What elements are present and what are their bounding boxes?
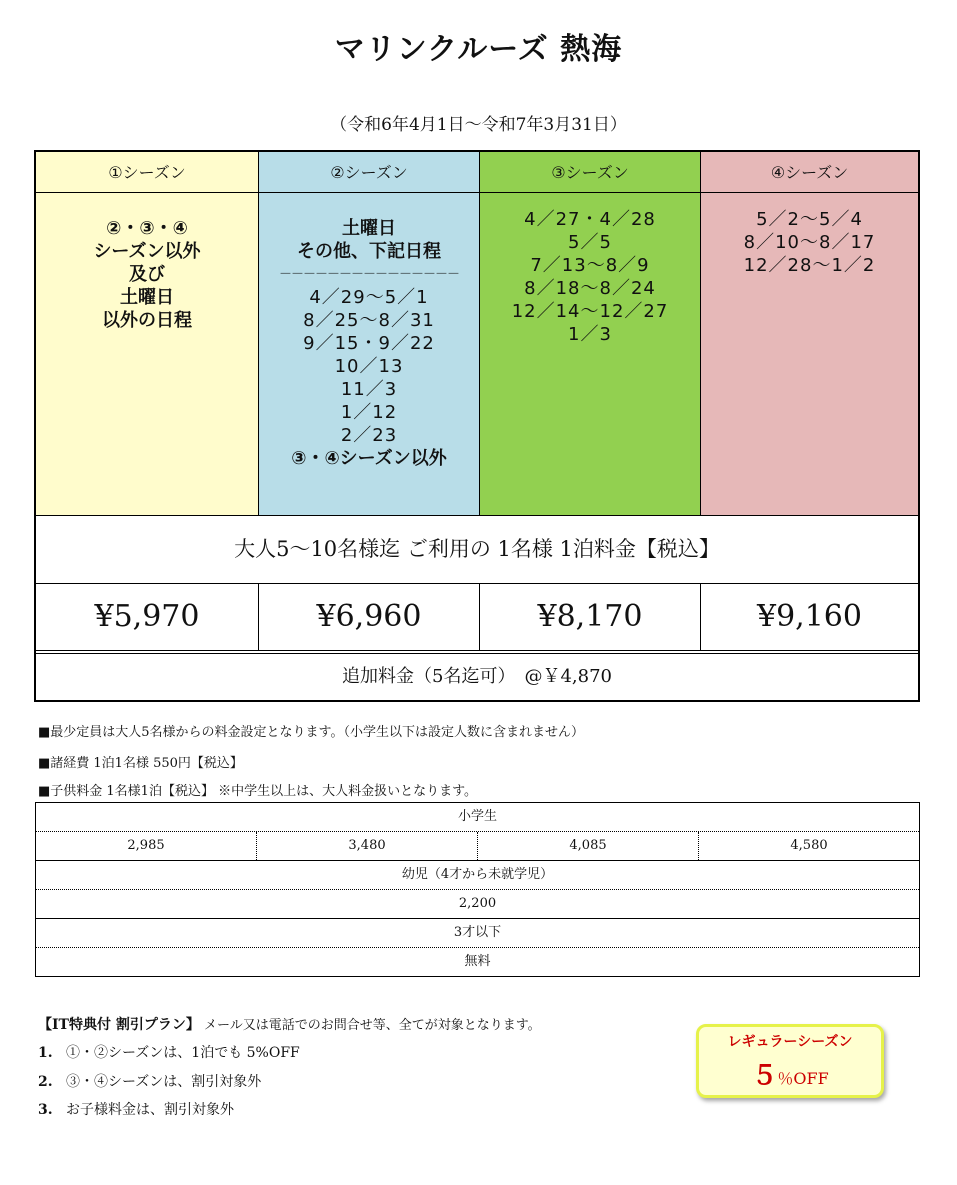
validity-period: （令和6年4月1日～令和7年3月31日） [330, 115, 627, 135]
elementary-price: 4,580 [698, 832, 919, 860]
badge-value [699, 1055, 881, 1092]
plan-item-text: ③・④シーズンは、割引対象外 [65, 1074, 262, 1090]
page-title: マリンクルーズ 熱海 [334, 32, 623, 67]
toddler-price: 無料 [464, 954, 491, 969]
season-header-row [36, 152, 918, 193]
season-price-table [34, 150, 920, 702]
note-minimum: ■最少定員は大人5名様からの料金設定となります。（小学生以下は設定人数に含まれません） [38, 725, 585, 740]
season-2-header: ②シーズン [258, 152, 479, 193]
date-heading: その他、下記日程 [297, 241, 441, 262]
badge-suffix: ％OFF [777, 1069, 829, 1088]
date-line: 12／28～1／2 [743, 255, 876, 276]
plan-item [38, 1071, 261, 1091]
date-line: 土曜日 [120, 287, 174, 308]
date-heading: 土曜日 [342, 218, 396, 239]
season-3-dates [479, 193, 700, 515]
date-line: 5／2～5／4 [756, 209, 863, 230]
season-2-price: ¥6,960 [258, 584, 479, 650]
season-4-dates [700, 193, 918, 515]
date-line: 5／5 [568, 232, 612, 253]
price-caption: 大人5～10名様迄 ご利用の 1名様 1泊料金【税込】 [36, 515, 918, 584]
date-line: 7／13～8／9 [530, 255, 650, 276]
season-1-dates [36, 193, 258, 515]
badge-title: レギュラーシーズン [727, 1034, 853, 1050]
plan-item-number: 1. [38, 1045, 53, 1061]
plan-item-number: 2. [38, 1074, 53, 1090]
plan-item [38, 1042, 300, 1062]
plan-item-number: 3. [38, 1102, 53, 1118]
discount-plan-heading [38, 1014, 541, 1034]
regular-season-discount-badge [696, 1024, 884, 1098]
elementary-price-row [36, 832, 919, 861]
date-line: 以外の日程 [102, 310, 192, 331]
elementary-label: 小学生 [36, 803, 919, 832]
toddler-label: 3才以下 [36, 919, 919, 948]
date-line: 12／14～12／27 [511, 301, 669, 322]
badge-number: ５ [751, 1061, 778, 1091]
price-row [36, 584, 918, 650]
season-4-price: ¥9,160 [700, 584, 918, 650]
child-price-table [35, 802, 920, 977]
plan-item [38, 1099, 234, 1119]
elementary-price: 3,480 [256, 832, 477, 860]
date-line: 2／23 [340, 425, 398, 446]
date-line: 8／25～8／31 [303, 310, 435, 331]
date-line: 10／13 [334, 356, 404, 377]
elementary-price: 2,985 [127, 838, 165, 853]
date-line: 及び [129, 264, 165, 285]
plan-title: 【IT特典付 割引プラン】 [38, 1017, 200, 1033]
season-dates-row [36, 193, 918, 515]
date-line: 9／15・9／22 [303, 333, 435, 354]
plan-item-text: ①・②シーズンは、1泊でも 5%OFF [65, 1045, 300, 1061]
date-line: ②・③・④ [106, 218, 188, 239]
season-2-dates [258, 193, 479, 515]
plan-note: メール又は電話でのお問合せ等、全てが対象となります。 [203, 1018, 541, 1033]
season-3-header: ③シーズン [479, 152, 700, 193]
season-4-header: ④シーズン [700, 152, 918, 193]
infant-label: 幼児（4才から未就学児） [36, 861, 919, 890]
date-line: 1／12 [340, 402, 398, 423]
date-footer: ③・④シーズン以外 [291, 448, 447, 469]
date-line: 1／3 [568, 324, 612, 345]
date-line: 8／18～8／24 [524, 278, 656, 299]
note-child-fee: ■子供料金 1名様1泊【税込】 ※中学生以上は、大人料金扱いとなります。 [38, 784, 478, 799]
elementary-price: 4,085 [477, 832, 698, 860]
plan-item-text: お子様料金は、割引対象外 [65, 1102, 234, 1118]
extra-fee: 追加料金（5名迄可） @￥4,870 [36, 650, 918, 700]
date-line: 4／29～5／1 [309, 287, 429, 308]
date-line: シーズン以外 [93, 241, 201, 262]
infant-price: 2,200 [36, 890, 919, 919]
note-expenses: ■諸経費 1泊1名様 550円【税込】 [38, 756, 243, 771]
date-line: 8／10～8／17 [743, 232, 876, 253]
date-line: 4／27・4／28 [524, 209, 656, 230]
season-1-price: ¥5,970 [94, 599, 200, 634]
date-line: 11／3 [340, 379, 398, 400]
season-3-price: ¥8,170 [479, 584, 700, 650]
season-1-header: ①シーズン [36, 152, 258, 193]
divider: －－－－－－－－－－－－－－－ [278, 267, 459, 282]
